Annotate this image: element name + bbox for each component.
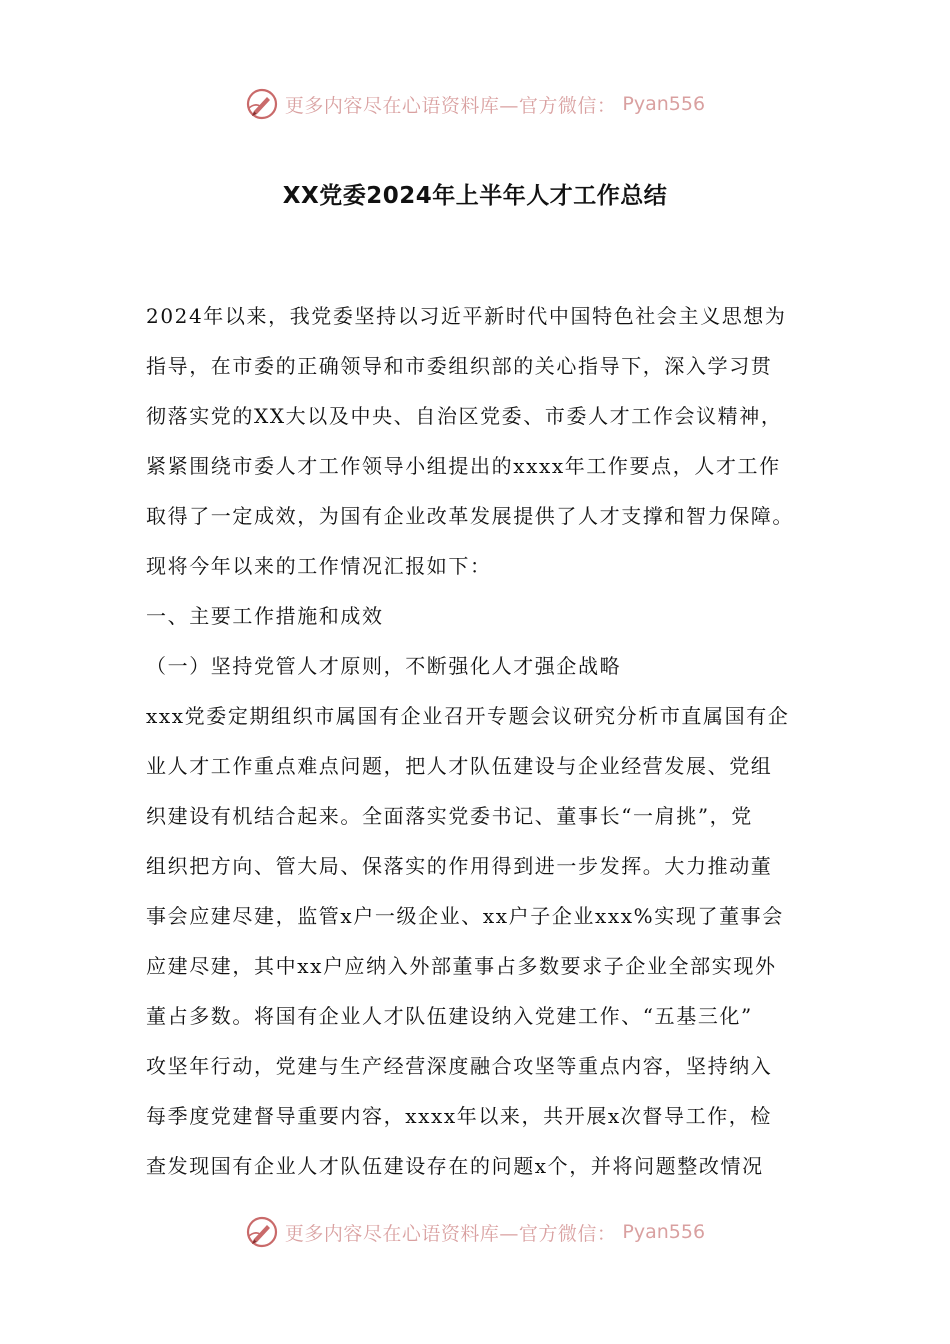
document-title: XX党委2024年上半年人才工作总结 [282, 183, 668, 209]
body-line: 应建尽建，其中xx户应纳入外部董事占多数要求子企业全部实现外 [146, 954, 777, 978]
watermark-header [0, 84, 950, 124]
watermark-text: 更多内容尽在心语资料库—官方微信： [284, 94, 617, 117]
body-line: 2024年以来，我党委坚持以习近平新时代中国特色社会主义思想为 [146, 304, 787, 328]
body-line: 指导，在市委的正确领导和市委组织部的关心指导下，深入学习贯 [146, 354, 773, 378]
body-line: 董占多数。将国有企业人才队伍建设纳入党建工作、“五基三化” [146, 1004, 753, 1028]
watermark-footer [0, 1212, 950, 1252]
body-line: 取得了一定成效，为国有企业改革发展提供了人才支撑和智力保障。 [146, 504, 794, 528]
watermark-wechat-id: Pyan556 [622, 1221, 706, 1243]
body-line: 组织把方向、管大局、保落实的作用得到进一步发挥。大力推动董 [146, 854, 773, 878]
body-line: 紧紧围绕市委人才工作领导小组提出的xxxx年工作要点，人才工作 [146, 454, 781, 478]
body-line: 彻落实党的XX大以及中央、自治区党委、市委人才工作会议精神， [146, 404, 783, 428]
pen-logo-icon [245, 1215, 279, 1249]
watermark-text: 更多内容尽在心语资料库—官方微信： [284, 1222, 617, 1245]
body-line: 每季度党建督导重要内容，xxxx年以来，共开展x次督导工作，检 [146, 1104, 772, 1128]
body-line: xxx党委定期组织市属国有企业召开专题会议研究分析市直属国有企 [146, 704, 790, 728]
document-body [146, 298, 826, 1198]
body-line: 查发现国有企业人才队伍建设存在的问题x个，并将问题整改情况 [146, 1154, 764, 1178]
subsection-heading: （一）坚持党管人才原则，不断强化人才强企战略 [146, 654, 622, 678]
body-line: 现将今年以来的工作情况汇报如下： [146, 554, 492, 578]
body-line: 业人才工作重点难点问题，把人才队伍建设与企业经营发展、党组 [146, 754, 773, 778]
body-line: 织建设有机结合起来。全面落实党委书记、董事长“一肩挑”，党 [146, 804, 753, 828]
body-line: 事会应建尽建，监管x户一级企业、xx户子企业xxx%实现了董事会 [146, 904, 784, 928]
watermark-wechat-id: Pyan556 [622, 93, 706, 115]
section-heading: 一、主要工作措施和成效 [146, 604, 384, 628]
body-line: 攻坚年行动，党建与生产经营深度融合攻坚等重点内容，坚持纳入 [146, 1054, 773, 1078]
pen-logo-icon [245, 87, 279, 121]
